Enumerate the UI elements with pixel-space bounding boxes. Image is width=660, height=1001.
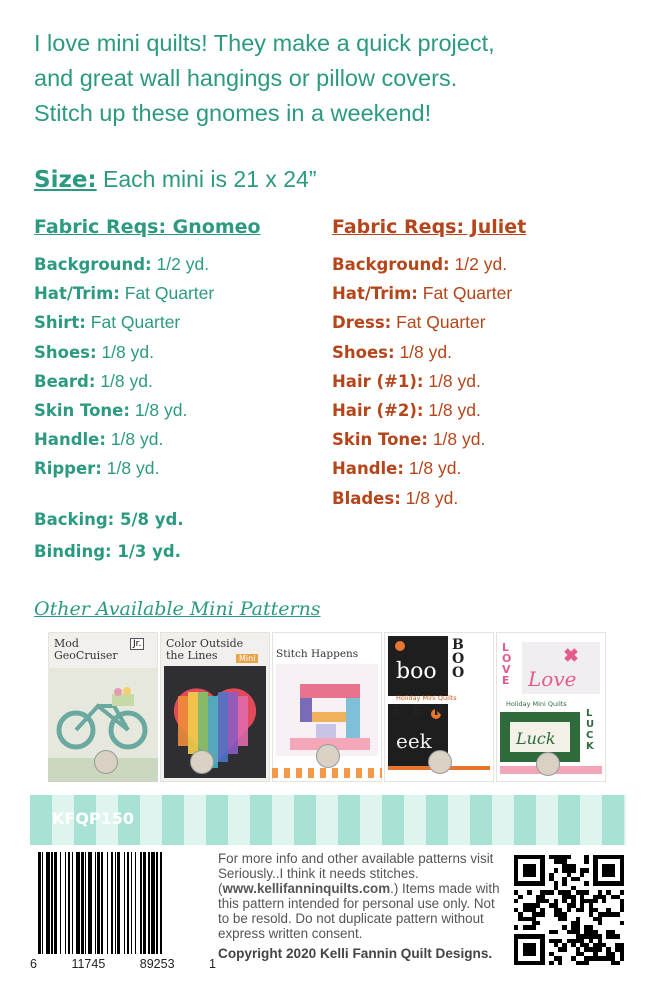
fabric-amount: Fat Quarter bbox=[391, 312, 486, 333]
fabric-name: Blades: bbox=[332, 488, 401, 508]
thumb-caption: GeoCruiser bbox=[54, 649, 118, 662]
qr-module bbox=[554, 930, 558, 934]
fabric-amount: 1/8 yd. bbox=[105, 429, 164, 450]
qr-module bbox=[584, 890, 588, 894]
thumb-caption: Color Outside bbox=[166, 637, 244, 650]
thumb-subtitle: Holiday Mini Quilts bbox=[396, 694, 457, 702]
designer-logo bbox=[536, 752, 560, 776]
mini-pattern-thumbnails bbox=[34, 632, 594, 784]
info-line: to be resold. Do not duplicate pattern without bbox=[218, 911, 484, 926]
qr-module bbox=[532, 925, 536, 929]
thumb-caption: Stitch Happens bbox=[276, 648, 359, 660]
fabric-name: Handle: bbox=[34, 430, 106, 450]
qr-module bbox=[567, 855, 571, 859]
fabric-req-item bbox=[332, 308, 632, 337]
fabric-amount: 1/8 yd. bbox=[423, 370, 481, 391]
juliet-fabric-reqs bbox=[332, 216, 632, 513]
intro-line: and great wall hangings or pillow covers. bbox=[34, 65, 458, 91]
upc-barcode bbox=[38, 852, 210, 954]
qr-module bbox=[584, 881, 588, 885]
intro-text bbox=[34, 26, 644, 131]
fabric-req-item bbox=[34, 308, 324, 337]
qr-module bbox=[567, 908, 571, 912]
qr-module bbox=[615, 912, 619, 916]
thumb-caption: Mod bbox=[54, 637, 79, 650]
fabric-amount: Fat Quarter bbox=[85, 312, 181, 333]
pattern-thumb-boo-eek[interactable] bbox=[384, 632, 494, 782]
thumb-caption: LUCK bbox=[586, 708, 595, 752]
qr-module bbox=[593, 899, 597, 903]
fabric-name: Hat/Trim: bbox=[332, 284, 418, 304]
qr-module bbox=[523, 864, 536, 877]
designer-logo bbox=[428, 750, 452, 774]
fabric-amount: Fat Quarter bbox=[119, 283, 215, 304]
svg-text:Love: Love bbox=[528, 667, 577, 691]
gnomeo-title: Fabric Reqs: Gnomeo bbox=[34, 216, 261, 238]
qr-module bbox=[549, 890, 553, 894]
fabric-name: Background: bbox=[332, 255, 450, 274]
juliet-title: Fabric Reqs: Juliet bbox=[332, 216, 527, 238]
qr-module bbox=[602, 864, 615, 877]
designer-logo bbox=[94, 750, 118, 774]
stripe-border bbox=[272, 768, 382, 778]
thumb-badge: Jr. bbox=[130, 638, 144, 650]
size-label: Size: bbox=[34, 167, 97, 193]
thumb-caption: LOVE bbox=[502, 641, 512, 687]
qr-module bbox=[620, 921, 624, 925]
fabric-amount: 1/2 yd. bbox=[151, 254, 210, 274]
info-line: this pattern intended for personal use only. Not bbox=[218, 896, 495, 911]
fabric-name: Beard: bbox=[34, 371, 96, 391]
qr-module bbox=[615, 961, 619, 965]
qr-module bbox=[514, 899, 518, 903]
fabric-req-item bbox=[34, 338, 324, 367]
fabric-req-item bbox=[332, 484, 632, 513]
thumb-badge: Mini bbox=[236, 654, 258, 663]
fabric-amount: 1/8 yd. bbox=[101, 458, 160, 479]
fabric-name: Hair (#2): bbox=[332, 401, 424, 421]
thumb-caption: EEK bbox=[392, 704, 456, 719]
thumb-subtitle: Holiday Mini Quilts bbox=[506, 700, 567, 708]
heart-quilt-image bbox=[164, 666, 266, 778]
fabric-amount: Fat Quarter bbox=[417, 283, 513, 304]
qr-module bbox=[615, 934, 619, 938]
barcode-digit: 11745 bbox=[71, 957, 106, 971]
qr-module bbox=[584, 961, 588, 965]
qr-module bbox=[554, 868, 558, 872]
size-value: Each mini is 21 x 24” bbox=[96, 166, 317, 192]
fabric-req-item bbox=[34, 279, 324, 308]
qr-module bbox=[562, 917, 566, 921]
fabric-amount: 1/8 yd. bbox=[400, 487, 459, 508]
fabric-amount: 1/8 yd. bbox=[394, 341, 452, 362]
pattern-thumb-love-luck[interactable] bbox=[496, 632, 606, 782]
qr-module bbox=[523, 943, 536, 956]
svg-text:Luck: Luck bbox=[516, 729, 556, 748]
qr-module bbox=[598, 921, 602, 925]
barcode-digit: 89253 bbox=[139, 957, 175, 971]
qr-module bbox=[527, 890, 531, 894]
pattern-thumb-color-outside[interactable] bbox=[160, 632, 270, 782]
intro-line: I love mini quilts! They make a quick project, bbox=[34, 30, 495, 56]
svg-text:eek: eek bbox=[396, 729, 432, 753]
other-patterns-title: Other Available Mini Patterns bbox=[34, 598, 321, 620]
fabric-name: Shoes: bbox=[34, 342, 97, 362]
barcode-digit: 6 bbox=[30, 957, 37, 971]
fabric-name: Ripper: bbox=[34, 459, 102, 479]
barcode-bar bbox=[162, 852, 165, 954]
fabric-amount: 1/8 yd. bbox=[403, 458, 462, 479]
gnomeo-fabric-reqs bbox=[34, 216, 324, 484]
pattern-info-text bbox=[218, 851, 506, 941]
info-line: express written consent. bbox=[218, 926, 363, 941]
fabric-name: Hat/Trim: bbox=[34, 284, 120, 304]
pattern-thumb-stitch-happens[interactable] bbox=[272, 632, 382, 782]
qr-module bbox=[584, 868, 588, 872]
qr-module bbox=[620, 956, 624, 960]
fabric-amount: 1/8 yd. bbox=[96, 341, 154, 362]
fabric-amount: 1/2 yd. bbox=[449, 254, 508, 274]
thumb-caption: BOO bbox=[452, 637, 465, 681]
info-line: For more info and other available patterns visit bbox=[218, 851, 494, 866]
sku-code: KFQP150 bbox=[52, 809, 135, 828]
fabric-req-item bbox=[34, 367, 324, 396]
barcode-digit: 1 bbox=[209, 957, 216, 971]
qr-module bbox=[558, 961, 562, 965]
qr-module bbox=[514, 925, 518, 929]
fabric-req-item bbox=[332, 250, 632, 279]
qr-module bbox=[593, 855, 597, 886]
qr-module bbox=[536, 921, 540, 925]
qr-module bbox=[518, 895, 522, 899]
sku-band bbox=[30, 795, 626, 845]
pattern-thumb-geocruiser[interactable] bbox=[48, 632, 158, 782]
info-text: ( bbox=[218, 881, 223, 896]
barcode-digits bbox=[30, 957, 216, 971]
fabric-name: Dress: bbox=[332, 313, 392, 333]
fabric-req-item bbox=[332, 367, 632, 396]
qr-module bbox=[576, 877, 580, 881]
qr-module bbox=[540, 912, 544, 916]
qr-module bbox=[602, 899, 606, 903]
qr-module bbox=[584, 859, 588, 863]
fabric-req-item bbox=[332, 425, 632, 454]
info-line: Seriously..I think it needs stitches. bbox=[218, 866, 419, 881]
fabric-name: Background: bbox=[34, 255, 152, 274]
qr-module bbox=[620, 855, 624, 886]
backing-req: Backing: 5/8 yd. bbox=[34, 510, 184, 529]
fabric-req-item bbox=[34, 250, 324, 279]
fabric-req-item bbox=[34, 396, 324, 425]
fabric-req-item bbox=[332, 279, 632, 308]
qr-module bbox=[580, 908, 584, 912]
fabric-amount: 1/8 yd. bbox=[423, 400, 481, 421]
qr-module bbox=[549, 961, 553, 965]
fabric-req-item bbox=[332, 338, 632, 367]
designer-logo bbox=[316, 744, 340, 768]
fabric-name: Shirt: bbox=[34, 313, 86, 333]
qr-module bbox=[620, 890, 624, 894]
qr-module bbox=[540, 934, 544, 965]
size-line bbox=[34, 166, 317, 193]
qr-module bbox=[540, 855, 544, 886]
fabric-req-item bbox=[34, 454, 324, 483]
qr-module bbox=[598, 947, 602, 951]
svg-text:boo: boo bbox=[396, 659, 437, 684]
designer-logo bbox=[190, 750, 214, 774]
binding-req: Binding: 1/3 yd. bbox=[34, 542, 181, 561]
fabric-amount: 1/8 yd. bbox=[95, 370, 153, 391]
fabric-name: Skin Tone: bbox=[332, 430, 428, 450]
fabric-name: Hair (#1): bbox=[332, 371, 424, 391]
fabric-req-item bbox=[332, 454, 632, 483]
fabric-name: Shoes: bbox=[332, 342, 395, 362]
qr-module bbox=[514, 855, 518, 886]
intro-line: Stitch up these gnomes in a weekend! bbox=[34, 100, 432, 126]
fabric-req-item bbox=[34, 425, 324, 454]
qr-module bbox=[571, 868, 575, 872]
qr-module bbox=[620, 908, 624, 912]
qr-module bbox=[580, 873, 584, 877]
fabric-amount: 1/8 yd. bbox=[427, 429, 486, 450]
info-text: .) Items made with bbox=[390, 881, 500, 896]
qr-module bbox=[562, 947, 566, 951]
fabric-name: Skin Tone: bbox=[34, 401, 130, 421]
qr-code[interactable] bbox=[514, 855, 624, 965]
qr-module bbox=[514, 934, 518, 965]
fabric-name: Handle: bbox=[332, 459, 404, 479]
copyright-line: Copyright 2020 Kelli Fannin Quilt Designs. bbox=[218, 946, 493, 961]
fabric-req-item bbox=[332, 396, 632, 425]
website-link[interactable]: www.kellifanninquilts.com bbox=[222, 881, 391, 896]
thumb-caption: the Lines bbox=[166, 649, 218, 662]
fabric-amount: 1/8 yd. bbox=[129, 400, 188, 421]
qr-module bbox=[562, 881, 566, 885]
